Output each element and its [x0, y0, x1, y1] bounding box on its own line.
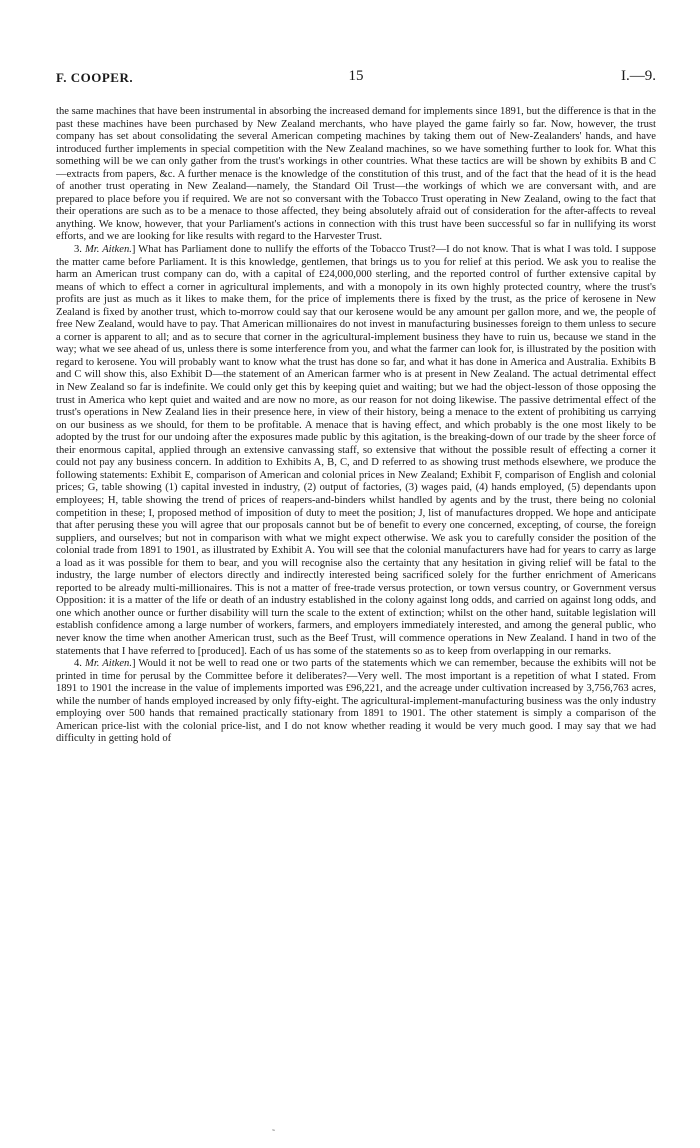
footer-mark: ˜	[272, 1128, 275, 1138]
paragraph-2-speaker: Mr. Aitken.	[84, 244, 132, 256]
paragraph-2-number: 3.	[74, 244, 82, 256]
header-page-number: 15	[348, 68, 364, 84]
document-page	[56, 70, 656, 746]
paragraph-1: the same machines that have been instrumental in absorbing the increased demand for implements since 1891, but the difference is that in the past these machines have been purchased by New Zealand merchants, who have played the game fairly so far. Now, however, the trust company has set about consolidating the several American competing machines by taking them out of New-Zealanders' hands, and have introduced further implements in special competition with the New Zealand machines, so we have something further to look for. What this something will be we can only gather from the trust's workings in other countries. What these tactics are will be shown by exhibits B and C—extracts from papers, &c. A further menace is the knowledge of the constitution of this trust, and of the fact that the head of it is the head of another trust operating in New Zealand—namely, the Standard Oil Trust—the workings of which we are conversant with, and are prepared to place before you if required. We are not so conversant with the Tobacco Trust operating in New Zealand, owing to the fact that their operations are such as to be a menace to those affected, they being absolutely afraid out of consideration for the after-affects to reveal anything. We know, however, that your Parliament's actions in connection with this trust have been successful so far in nullifying its worst efforts, and we are looking for like results with regard to the Harvester Trust.	[56, 106, 656, 243]
paragraph-3-text: ] Would it not be well to read one or two parts of the statements which we can remember, because the exhibits will not be printed in time for perusal by the Committee before it deliberates?—Very well. The most important is a repetition of what I stated. From 1891 to 1901 the increase in the value of implements imported was £96,221, and the acreage under cultivation increased by 3,756,763 acres, while the number of hands employed increased by only fifty-eight. The agricultural-implement-manufacturing business was the only industry employing over 500 hands that remained practically stationary from 1891 to 1901. The other statement is simply a comparison of the American price-list with the colonial price-list, and I do not know whether reading it would be very much good. I may say that we had difficulty in getting hold of	[56, 658, 656, 745]
paragraph-3	[56, 658, 656, 746]
header-author: F. COOPER.	[56, 70, 134, 85]
header-reference: I.—9.	[621, 68, 656, 84]
body-text	[56, 106, 656, 746]
paragraph-3-number: 4.	[74, 658, 82, 670]
paragraph-2-text: ] What has Parliament done to nullify the efforts of the Tobacco Trust?—I do not know. That is what I was told. I suppose the matter came before Parliament. It is this knowledge, gentlemen, that brings us to you for relief at this period. We ask you to realise the harm an American trust company can do, with a capital of £24,000,000 sterling, and the reported control of further extensive capital by means of which to effect a corner in agricultural implements, and with a monopoly in its own highly protected country, where the trust's profits are just as much as it likes to make them, for the price of implements there is fixed by the trust, as the price of kerosene in New Zealand is fixed by another trust, which to-morrow could say that our kerosene would be any amount per gallon more, and we, the people of free New Zealand, would have to pay. That American millionaires do not invest in manufacturing businesses foreign to them unless to secure a corner is apparent to all; and as to secure that corner in the agricultural-implement business they have to ruin us, because we stand in the way; what we see ahead of us, unless there is some interference from you, and what the farmer can look for, is illustrated by the position with regard to kerosene. You will probably want to know what the trust has done so far, and what it has done in America and Australia. Exhibits B and C will show this, also Exhibit D—the statement of an American farmer who is at present in New Zealand. The actual detrimental effect in New Zealand so far is indefinite. We could only get this by keeping quiet and waiting; but we had the object-lesson of those opposing the trust in America who kept quiet and waited and are now no more, as our reason for not doing likewise. The passive detrimental effect of the trust's operations in New Zealand lies in their presence here, in view of their history, being a menace to the extent of prohibiting us carrying on our business as we should, for them to be profitable. A menace that is having effect, and which probably is the one most likely to be adopted by the trust for our undoing after the exposures made public by this agitation, is the breaking-down of our trade by the sheer force of their enormous capital, applied through an extensive canvassing staff, so extensive that without the possible result of effecting a corner it could not pay any business concern. In addition to Exhibits A, B, C, and D referred to as showing trust methods elsewhere, we produce the following statements: Exhibit E, comparison of American and colonial prices in New Zealand; Exhibit F, comparison of English and colonial prices; G, table showing (1) capital invested in industry, (2) output of factories, (3) wages paid, (4) hands employed, (5) dependants upon employees; H, table showing the trend of prices of reapers-and-binders whilst handled by agents and by the trust, there being no colonial competition in these; I, proposed method of imposition of duty to meet the position; J, list of manufactures dropped. We hope and anticipate that after perusing these you will agree that our proposals cannot but be of benefit to every one concerned, excepting, of course, the foreign suppliers, and ourselves; but not in comparison with what we might expect otherwise. We ask you to carefully consider the position of the colonial trade from 1891 to 1901, as illustrated by Exhibit A. You will see that the colonial manufacturers have had for years to carry as large a load as it was possible for them to bear, and you will recognise also the certainty that any hesitation in giving relief will be fatal to the industry, the large number of electors directly and indirectly interested being sacrificed solely for the further enrichment of Americans reported to be already multi-millionaires. This is not a matter of free-trade versus protection, or town versus country, or Government versus Opposition: it is a matter of the life or death of an industry established in the colony against long odds, and carried on against long odds, and one which another ounce or further disability will turn the scale to the extent of extinction; whilst on the other hand, suitable legislation will establish confidence among a large number of workers, farmers, and employers immediately interested, and among the general public, who never know the time when another American trust, such as the Beef Trust, will commence operations in New Zealand. I hand in two of the statements that I have referred to [produced]. Each of us has some of the statements so as to keep from overlapping in our remarks.	[56, 244, 657, 657]
page-header	[56, 70, 656, 94]
paragraph-3-speaker: Mr. Aitken.	[85, 658, 133, 670]
paragraph-2	[56, 244, 656, 658]
